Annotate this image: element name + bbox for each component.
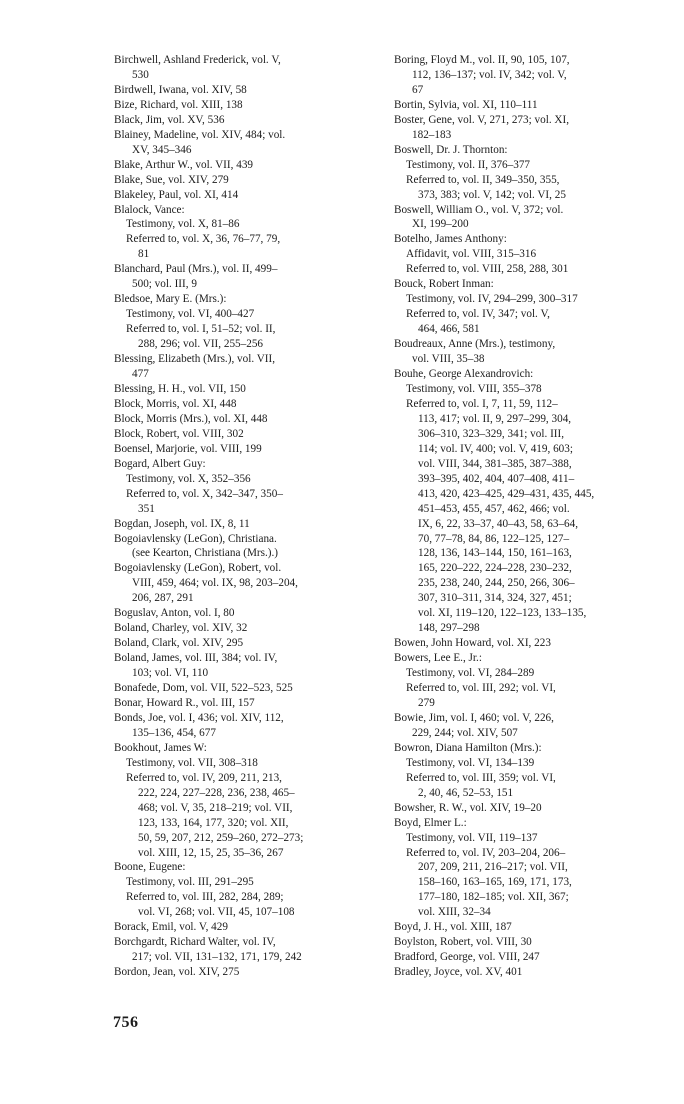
entry-line: Boudreaux, Anne (Mrs.), testimony, bbox=[394, 338, 556, 351]
index-entry bbox=[114, 636, 368, 651]
index-subentry bbox=[114, 217, 368, 232]
entry-line: Testimony, vol. IV, 294–299, 300–317 bbox=[406, 293, 578, 306]
entry-line: Bonds, Joe, vol. I, 436; vol. XIV, 112, bbox=[114, 711, 284, 724]
entry-line: Boyd, J. H., vol. XIII, 187 bbox=[394, 921, 512, 934]
entry-line: Referred to, vol. I, 51–52; vol. II, bbox=[126, 323, 276, 336]
index-entry bbox=[394, 816, 648, 831]
entry-line: 207, 209, 211, 216–217; vol. VII, bbox=[418, 861, 568, 874]
entry-line: Boone, Eugene: bbox=[114, 861, 186, 874]
entry-line: Testimony, vol. VI, 284–289 bbox=[406, 667, 535, 680]
entry-line: Blake, Arthur W., vol. VII, 439 bbox=[114, 158, 254, 171]
entry-line: Block, Robert, vol. VIII, 302 bbox=[114, 427, 244, 440]
index-entry bbox=[394, 277, 648, 292]
index-subentry bbox=[394, 307, 648, 337]
entry-line: Bogoiavlensky (LeGon), Christiana. bbox=[114, 532, 277, 545]
entry-line: Bize, Richard, vol. XIII, 138 bbox=[114, 98, 243, 111]
index-entry bbox=[394, 53, 648, 98]
index-entry bbox=[114, 457, 368, 472]
entry-line: 229, 244; vol. XIV, 507 bbox=[412, 726, 518, 739]
entry-line: Testimony, vol. VII, 308–318 bbox=[126, 756, 258, 769]
entry-line: Block, Morris, vol. XI, 448 bbox=[114, 397, 237, 410]
index-subentry bbox=[394, 292, 648, 307]
entry-line: Referred to, vol. II, 349–350, 355, bbox=[406, 173, 560, 186]
entry-line: Blalock, Vance: bbox=[114, 203, 185, 216]
entry-line: Blake, Sue, vol. XIV, 279 bbox=[114, 173, 229, 186]
entry-line: 123, 133, 164, 177, 320; vol. XII, bbox=[138, 816, 289, 829]
entry-line: 177–180, 182–185; vol. XII, 367; bbox=[418, 891, 569, 904]
index-subentry bbox=[114, 890, 368, 920]
entry-line: Testimony, vol. VIII, 355–378 bbox=[406, 382, 542, 395]
entry-line: 165, 220–222, 224–228, 230–232, bbox=[418, 562, 572, 575]
entry-line: Botelho, James Anthony: bbox=[394, 233, 507, 246]
index-entry bbox=[394, 98, 648, 113]
entry-line: VIII, 459, 464; vol. IX, 98, 203–204, bbox=[132, 577, 298, 590]
entry-line: Bordon, Jean, vol. XIV, 275 bbox=[114, 966, 240, 979]
entry-line: Borack, Emil, vol. V, 429 bbox=[114, 921, 228, 934]
entry-line: 182–183 bbox=[412, 128, 452, 141]
index-subentry bbox=[394, 382, 648, 397]
index-entry bbox=[394, 337, 648, 367]
entry-line: IX, 6, 22, 33–37, 40–43, 58, 63–64, bbox=[418, 517, 579, 530]
entry-line: 114; vol. IV, 400; vol. V, 419, 603; bbox=[418, 442, 573, 455]
index-entry bbox=[114, 412, 368, 427]
index-entry bbox=[114, 561, 368, 606]
entry-line: 128, 136, 143–144, 150, 161–163, bbox=[418, 547, 572, 560]
entry-line: 307, 310–311, 314, 324, 327, 451; bbox=[418, 592, 572, 605]
index-subentry bbox=[394, 262, 648, 277]
index-entry bbox=[114, 681, 368, 696]
entry-line: Bortin, Sylvia, vol. XI, 110–111 bbox=[394, 98, 538, 111]
index-entry bbox=[114, 442, 368, 457]
index-entry bbox=[114, 83, 368, 98]
entry-line: 464, 466, 581 bbox=[418, 323, 480, 336]
entry-line: 477 bbox=[132, 368, 149, 381]
entry-line: 67 bbox=[412, 83, 424, 96]
entry-line: 217; vol. VII, 131–132, 171, 179, 242 bbox=[132, 951, 302, 964]
index-entry bbox=[114, 113, 368, 128]
entry-line: vol. XIII, 32–34 bbox=[418, 906, 491, 919]
entry-line: Referred to, vol. III, 282, 284, 289; bbox=[126, 891, 284, 904]
entry-line: 206, 287, 291 bbox=[132, 592, 194, 605]
index-entry bbox=[114, 427, 368, 442]
index-subentry bbox=[114, 875, 368, 890]
entry-line: 2, 40, 46, 52–53, 151 bbox=[418, 786, 514, 799]
entry-line: Boland, Charley, vol. XIV, 32 bbox=[114, 622, 248, 635]
entry-line: Referred to, vol. I, 7, 11, 59, 112– bbox=[406, 397, 558, 410]
entry-line: 148, 297–298 bbox=[418, 622, 480, 635]
entry-line: Blessing, Elizabeth (Mrs.), vol. VII, bbox=[114, 353, 276, 366]
entry-line: Boland, Clark, vol. XIV, 295 bbox=[114, 637, 244, 650]
index-entry bbox=[394, 651, 648, 666]
index-entry bbox=[394, 935, 648, 950]
entry-line: Boyd, Elmer L.: bbox=[394, 816, 467, 829]
entry-line: 288, 296; vol. VII, 255–256 bbox=[138, 338, 264, 351]
entry-line: vol. VIII, 344, 381–385, 387–388, bbox=[418, 457, 572, 470]
entry-line: Testimony, vol. VI, 400–427 bbox=[126, 308, 255, 321]
entry-line: 235, 238, 240, 244, 250, 266, 306– bbox=[418, 577, 575, 590]
entry-line: Bradford, George, vol. VIII, 247 bbox=[394, 951, 540, 964]
index-entry bbox=[394, 113, 648, 143]
index-entry bbox=[114, 621, 368, 636]
index-entry bbox=[114, 517, 368, 532]
entry-line: Referred to, vol. X, 342–347, 350– bbox=[126, 487, 283, 500]
index-entry bbox=[394, 636, 648, 651]
index-subentry bbox=[114, 472, 368, 487]
index-entry bbox=[114, 262, 368, 292]
entry-line: Boring, Floyd M., vol. II, 90, 105, 107, bbox=[394, 54, 570, 66]
entry-line: Borchgardt, Richard Walter, vol. IV, bbox=[114, 936, 276, 949]
entry-line: Testimony, vol. II, 376–377 bbox=[406, 158, 531, 171]
entry-line: vol. XIII, 12, 15, 25, 35–36, 267 bbox=[138, 846, 284, 859]
entry-line: 451–453, 455, 457, 462, 466; vol. bbox=[418, 502, 570, 515]
entry-line: Bradley, Joyce, vol. XV, 401 bbox=[394, 966, 523, 979]
entry-line: Testimony, vol. X, 81–86 bbox=[126, 218, 240, 231]
entry-line: Referred to, vol. IV, 347; vol. V, bbox=[406, 308, 550, 321]
index-subentry bbox=[394, 846, 648, 921]
entry-line: Boswell, Dr. J. Thornton: bbox=[394, 143, 508, 156]
entry-line: 306–310, 323–329, 341; vol. III, bbox=[418, 427, 565, 440]
index-entry bbox=[394, 965, 648, 980]
index-subentry bbox=[394, 247, 648, 262]
entry-line: 112, 136–137; vol. IV, 342; vol. V, bbox=[412, 68, 567, 81]
index-entry bbox=[394, 801, 648, 816]
entry-line: (see Kearton, Christiana (Mrs.).) bbox=[132, 547, 279, 560]
index-entry bbox=[114, 741, 368, 756]
entry-line: 113, 417; vol. II, 9, 297–299, 304, bbox=[418, 412, 572, 425]
index-entry bbox=[114, 711, 368, 741]
entry-line: Blessing, H. H., vol. VII, 150 bbox=[114, 382, 246, 395]
entry-line: XI, 199–200 bbox=[412, 218, 469, 231]
index-entry bbox=[394, 950, 648, 965]
index-entry bbox=[114, 920, 368, 935]
index-entry bbox=[394, 711, 648, 741]
index-entry bbox=[114, 98, 368, 113]
index-entry bbox=[114, 935, 368, 965]
page-number: 756 bbox=[113, 1014, 139, 1031]
entry-line: Bowers, Lee E., Jr.: bbox=[394, 652, 482, 665]
entry-line: 500; vol. III, 9 bbox=[132, 278, 197, 291]
entry-line: Block, Morris (Mrs.), vol. XI, 448 bbox=[114, 412, 268, 425]
index-entry bbox=[114, 382, 368, 397]
index-entry bbox=[394, 203, 648, 233]
entry-line: 393–395, 402, 404, 407–408, 411– bbox=[418, 472, 575, 485]
entry-line: Boswell, William O., vol. V, 372; vol. bbox=[394, 203, 564, 216]
index-entry bbox=[114, 352, 368, 382]
entry-line: Bowsher, R. W., vol. XIV, 19–20 bbox=[394, 801, 542, 814]
entry-line: Bogard, Albert Guy: bbox=[114, 457, 206, 470]
entry-line: 279 bbox=[418, 696, 435, 709]
entry-line: 373, 383; vol. V, 142; vol. VI, 25 bbox=[418, 188, 566, 201]
entry-line: Referred to, vol. X, 36, 76–77, 79, bbox=[126, 233, 281, 246]
entry-line: Birchwell, Ashland Frederick, vol. V, bbox=[114, 54, 281, 66]
entry-line: Blakeley, Paul, vol. XI, 414 bbox=[114, 188, 239, 201]
entry-line: Boguslav, Anton, vol. I, 80 bbox=[114, 607, 235, 620]
entry-line: 530 bbox=[132, 68, 149, 81]
entry-line: Blanchard, Paul (Mrs.), vol. II, 499– bbox=[114, 263, 278, 276]
entry-line: Testimony, vol. VII, 119–137 bbox=[406, 831, 538, 844]
index-subentry bbox=[394, 173, 648, 203]
index-entry bbox=[394, 367, 648, 382]
index-subentry bbox=[394, 831, 648, 846]
index-entry bbox=[114, 965, 368, 980]
entry-line: vol. VIII, 35–38 bbox=[412, 353, 485, 366]
index-column-right bbox=[394, 53, 648, 980]
entry-line: Referred to, vol. IV, 209, 211, 213, bbox=[126, 771, 282, 784]
index-entry bbox=[114, 203, 368, 218]
index-entry bbox=[114, 532, 368, 562]
entry-line: Bowen, John Howard, vol. XI, 223 bbox=[394, 637, 551, 650]
index-column-left bbox=[114, 53, 368, 980]
entry-line: 222, 224, 227–228, 236, 238, 465– bbox=[138, 786, 295, 799]
index-entry bbox=[114, 651, 368, 681]
entry-line: Black, Jim, vol. XV, 536 bbox=[114, 113, 225, 126]
index-entry bbox=[394, 143, 648, 158]
index-entry bbox=[394, 920, 648, 935]
entry-line: 103; vol. VI, 110 bbox=[132, 667, 209, 680]
index-entry bbox=[114, 188, 368, 203]
entry-line: Testimony, vol. X, 352–356 bbox=[126, 472, 251, 485]
index-entry bbox=[114, 292, 368, 307]
entry-line: Referred to, vol. III, 292; vol. VI, bbox=[406, 682, 556, 695]
entry-line: Bogoiavlensky (LeGon), Robert, vol. bbox=[114, 562, 282, 575]
entry-line: 50, 59, 207, 212, 259–260, 272–273; bbox=[138, 831, 304, 844]
entry-line: Boensel, Marjorie, vol. VIII, 199 bbox=[114, 442, 262, 455]
entry-line: Bonar, Howard R., vol. III, 157 bbox=[114, 696, 255, 709]
entry-line: 413, 420, 423–425, 429–431, 435, 445, bbox=[418, 487, 595, 500]
entry-line: Bogdan, Joseph, vol. IX, 8, 11 bbox=[114, 517, 250, 530]
entry-line: XV, 345–346 bbox=[132, 143, 192, 156]
entry-line: 351 bbox=[138, 502, 155, 515]
entry-line: Bonafede, Dom, vol. VII, 522–523, 525 bbox=[114, 682, 293, 695]
index-subentry bbox=[114, 307, 368, 322]
index-subentry bbox=[114, 232, 368, 262]
index-entry bbox=[114, 606, 368, 621]
index-entry bbox=[114, 158, 368, 173]
index-subentry bbox=[394, 771, 648, 801]
index-subentry bbox=[394, 397, 648, 636]
entry-line: Bouhe, George Alexandrovich: bbox=[394, 368, 534, 381]
entry-line: Bowie, Jim, vol. I, 460; vol. V, 226, bbox=[394, 711, 554, 724]
entry-line: Bouck, Robert Inman: bbox=[394, 278, 494, 291]
entry-line: Bookhout, James W: bbox=[114, 741, 207, 754]
index-subentry bbox=[114, 771, 368, 861]
entry-line: 70, 77–78, 84, 86, 122–125, 127– bbox=[418, 532, 570, 545]
index-entry bbox=[114, 696, 368, 711]
entry-line: Bowron, Diana Hamilton (Mrs.): bbox=[394, 741, 542, 754]
entry-line: Affidavit, vol. VIII, 315–316 bbox=[406, 248, 537, 261]
index-entry bbox=[114, 128, 368, 158]
index-subentry bbox=[394, 756, 648, 771]
entry-line: vol. VI, 268; vol. VII, 45, 107–108 bbox=[138, 906, 295, 919]
index-subentry bbox=[114, 756, 368, 771]
entry-line: 135–136, 454, 677 bbox=[132, 726, 216, 739]
index-subentry bbox=[114, 487, 368, 517]
index-entry bbox=[114, 397, 368, 412]
index-entry bbox=[114, 860, 368, 875]
entry-line: Boland, James, vol. III, 384; vol. IV, bbox=[114, 652, 278, 665]
entry-line: Testimony, vol. III, 291–295 bbox=[126, 876, 254, 889]
index-entry bbox=[114, 53, 368, 83]
index-entry bbox=[394, 232, 648, 247]
entry-line: Referred to, vol. IV, 203–204, 206– bbox=[406, 846, 566, 859]
entry-line: 158–160, 163–165, 169, 171, 173, bbox=[418, 876, 572, 889]
entry-line: vol. XI, 119–120, 122–123, 133–135, bbox=[418, 607, 587, 620]
index-entry bbox=[394, 741, 648, 756]
index-subentry bbox=[394, 666, 648, 681]
index-subentry bbox=[114, 322, 368, 352]
entry-line: 81 bbox=[138, 248, 150, 261]
entry-line: Bledsoe, Mary E. (Mrs.): bbox=[114, 293, 227, 306]
entry-line: Testimony, vol. VI, 134–139 bbox=[406, 756, 535, 769]
entry-line: 468; vol. V, 35, 218–219; vol. VII, bbox=[138, 801, 293, 814]
entry-line: Referred to, vol. III, 359; vol. VI, bbox=[406, 771, 556, 784]
entry-line: Birdwell, Iwana, vol. XIV, 58 bbox=[114, 83, 247, 96]
index-subentry bbox=[394, 158, 648, 173]
index-entry bbox=[114, 173, 368, 188]
entry-line: Boylston, Robert, vol. VIII, 30 bbox=[394, 936, 532, 949]
entry-line: Boster, Gene, vol. V, 271, 273; vol. XI, bbox=[394, 113, 570, 126]
entry-line: Blainey, Madeline, vol. XIV, 484; vol. bbox=[114, 128, 286, 141]
index-subentry bbox=[394, 681, 648, 711]
entry-line: Referred to, vol. VIII, 258, 288, 301 bbox=[406, 263, 569, 276]
